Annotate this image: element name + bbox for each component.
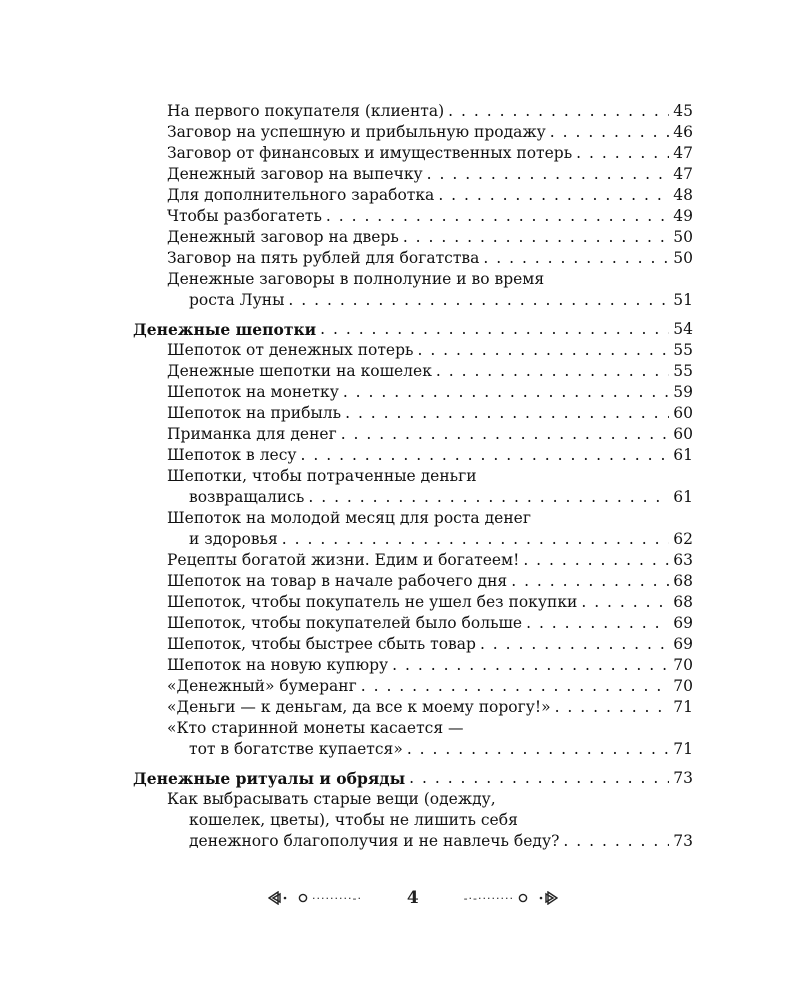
toc-entry[interactable] — [133, 529, 693, 550]
leader-dots — [320, 319, 669, 340]
toc-entry[interactable] — [133, 831, 693, 852]
toc-entry-page: 55 — [673, 362, 693, 380]
toc-entry-page: 68 — [673, 593, 693, 611]
toc-entry[interactable] — [133, 101, 693, 122]
leader-dots — [526, 613, 669, 634]
toc-entry-page: 49 — [673, 207, 693, 225]
toc-entry[interactable] — [133, 248, 693, 269]
leader-dots — [282, 529, 669, 550]
toc-entry[interactable] — [133, 361, 693, 382]
toc-entry-label: Шепоток в лесу — [167, 446, 297, 464]
leader-dots — [345, 403, 669, 424]
arrow-ornament-icon — [268, 891, 294, 905]
arrow-ornament-icon — [532, 891, 558, 905]
toc-entry[interactable] — [133, 739, 693, 760]
leader-dots — [563, 831, 669, 852]
toc-entry-label-continued: роста Луны — [189, 291, 285, 309]
toc-entry-page: 71 — [673, 698, 693, 716]
toc-entry-page: 69 — [673, 635, 693, 653]
toc-entry-label: Денежный заговор на выпечку — [167, 165, 423, 183]
toc-entry-page: 46 — [673, 123, 693, 141]
leader-dots — [555, 697, 670, 718]
toc-entry[interactable] — [133, 592, 693, 613]
toc-entry-page: 71 — [673, 740, 693, 758]
toc-entry-label-continued: возвращались — [189, 488, 305, 506]
toc-entry[interactable] — [133, 487, 693, 508]
toc-entry-label: Шепоток, чтобы быстрее сбыть товар — [167, 635, 476, 653]
toc-entry[interactable] — [133, 227, 693, 248]
toc-entry-page: 47 — [673, 144, 693, 162]
toc-entry-page: 59 — [673, 383, 693, 401]
toc-entry-page: 50 — [673, 249, 693, 267]
toc-entry-label[interactable]: Денежные заговоры в полнолуние и во время — [167, 270, 545, 288]
toc-entry-page: 70 — [673, 677, 693, 695]
toc-entry-label: Шепоток, чтобы покупателей было больше — [167, 614, 523, 632]
toc-entry-label: «Денежный» бумеранг — [167, 677, 357, 695]
toc-section-title: Денежные шепотки — [133, 320, 317, 339]
leader-dots — [436, 361, 669, 382]
leader-dots — [343, 382, 669, 403]
footer-ornament-right — [464, 891, 558, 905]
leader-dots — [409, 768, 669, 789]
toc-entry-label-continued: тот в богатстве купается» — [189, 740, 403, 758]
leader-dots — [361, 676, 670, 697]
toc-entry-page: 60 — [673, 425, 693, 443]
leader-dots — [308, 487, 669, 508]
toc-section-page: 54 — [673, 320, 693, 338]
leader-dots — [448, 101, 669, 122]
circle-ornament-icon — [298, 893, 308, 903]
leader-dots — [392, 655, 669, 676]
toc-entry[interactable] — [133, 403, 693, 424]
leader-dots — [483, 248, 669, 269]
toc-entry-page: 70 — [673, 656, 693, 674]
leader-dots — [581, 592, 669, 613]
toc-entry-label: Приманка для денег — [167, 425, 337, 443]
leader-dots — [480, 634, 669, 655]
toc-entry-label[interactable]: Шепотки, чтобы потраченные деньги — [167, 467, 477, 485]
toc-entry[interactable] — [133, 143, 693, 164]
leader-dots — [341, 424, 670, 445]
toc-entry-page: 73 — [673, 832, 693, 850]
page-number: 4 — [406, 888, 419, 908]
toc-entry[interactable] — [133, 697, 693, 718]
toc-entry-label-continued: и здоровья — [189, 530, 278, 548]
toc-entry[interactable] — [133, 634, 693, 655]
toc-entry-label: Шепоток на монетку — [167, 383, 339, 401]
leader-dots — [407, 739, 669, 760]
toc-entry[interactable] — [133, 571, 693, 592]
toc-entry-page: 51 — [673, 291, 693, 309]
leader-dots — [301, 445, 670, 466]
toc-entry-label[interactable]: Шепоток на молодой месяц для роста денег — [167, 509, 531, 527]
toc-entry-page: 60 — [673, 404, 693, 422]
toc-entry-label: Рецепты богатой жизни. Едим и богатеем! — [167, 551, 520, 569]
toc-entry-label: Шепоток на прибыль — [167, 404, 342, 422]
toc-entry-page: 69 — [673, 614, 693, 632]
toc-entry-label: Денежные шепотки на кошелек — [167, 362, 432, 380]
toc-entry-label[interactable]: «Кто старинной монеты касается — — [167, 719, 464, 737]
dotted-rule: -·-········ — [463, 891, 514, 905]
toc-entry-page: 48 — [673, 186, 693, 204]
toc-entry-label: На первого покупателя (клиента) — [167, 102, 445, 120]
toc-entry-label: Заговор на пять рублей для богатства — [167, 249, 480, 267]
leader-dots — [523, 550, 669, 571]
dotted-rule: ·········-· — [312, 891, 362, 905]
toc-entry-page: 63 — [673, 551, 693, 569]
toc-entry-page: 45 — [673, 102, 693, 120]
toc-entry-label: Шепоток на товар в начале рабочего дня — [167, 572, 508, 590]
toc-entry[interactable] — [133, 550, 693, 571]
toc-entry-label: Денежный заговор на дверь — [167, 228, 399, 246]
toc-entry[interactable] — [133, 340, 693, 361]
toc-entry[interactable] — [133, 206, 693, 227]
table-of-contents — [133, 101, 693, 852]
leader-dots — [326, 206, 669, 227]
toc-entry-label: Для дополнительного заработка — [167, 186, 435, 204]
footer-ornament-left — [268, 891, 362, 905]
leader-dots — [427, 164, 670, 185]
toc-entry-label: Шепоток на новую купюру — [167, 656, 389, 674]
toc-entry-label-continued[interactable]: кошелек, цветы), чтобы не лишить себя — [189, 811, 518, 829]
leader-dots — [511, 571, 669, 592]
toc-section-page: 73 — [673, 769, 693, 787]
toc-entry[interactable] — [133, 613, 693, 634]
toc-entry[interactable] — [133, 445, 693, 466]
toc-entry-page: 50 — [673, 228, 693, 246]
leader-dots — [288, 290, 669, 311]
leader-dots — [403, 227, 669, 248]
toc-entry-label: Заговор на успешную и прибыльную продажу — [167, 123, 546, 141]
toc-entry-page: 61 — [673, 446, 693, 464]
toc-entry[interactable] — [133, 122, 693, 143]
toc-entry[interactable] — [133, 164, 693, 185]
leader-dots — [438, 185, 669, 206]
leader-dots — [576, 143, 669, 164]
leader-dots — [550, 122, 670, 143]
toc-entry[interactable] — [133, 185, 693, 206]
toc-entry-page: 68 — [673, 572, 693, 590]
toc-entry-label: Заговор от финансовых и имущественных потерь — [167, 144, 573, 162]
toc-entry-label-continued: денежного благополучия и не навлечь беду? — [189, 832, 560, 850]
toc-entry-label: Шепоток, чтобы покупатель не ушел без покупки — [167, 593, 578, 611]
toc-entry-label: Шепоток от денежных потерь — [167, 341, 414, 359]
leader-dots — [417, 340, 669, 361]
toc-entry[interactable] — [133, 382, 693, 403]
toc-entry[interactable] — [133, 655, 693, 676]
toc-entry[interactable] — [133, 290, 693, 311]
toc-section-heading[interactable] — [133, 768, 693, 789]
toc-entry-label: Чтобы разбогатеть — [167, 207, 322, 225]
toc-entry-page: 47 — [673, 165, 693, 183]
page-footer — [268, 885, 558, 911]
toc-section-title: Денежные ритуалы и обряды — [133, 769, 406, 788]
toc-section-heading[interactable] — [133, 319, 693, 340]
toc-entry[interactable] — [133, 676, 693, 697]
toc-entry-page: 55 — [673, 341, 693, 359]
toc-entry[interactable] — [133, 424, 693, 445]
toc-entry-label: «Деньги — к деньгам, да все к моему порогу!» — [167, 698, 551, 716]
circle-ornament-icon — [518, 893, 528, 903]
toc-entry-label[interactable]: Как выбрасывать старые вещи (одежду, — [167, 790, 496, 808]
toc-entry-page: 62 — [673, 530, 693, 548]
toc-entry-page: 61 — [673, 488, 693, 506]
